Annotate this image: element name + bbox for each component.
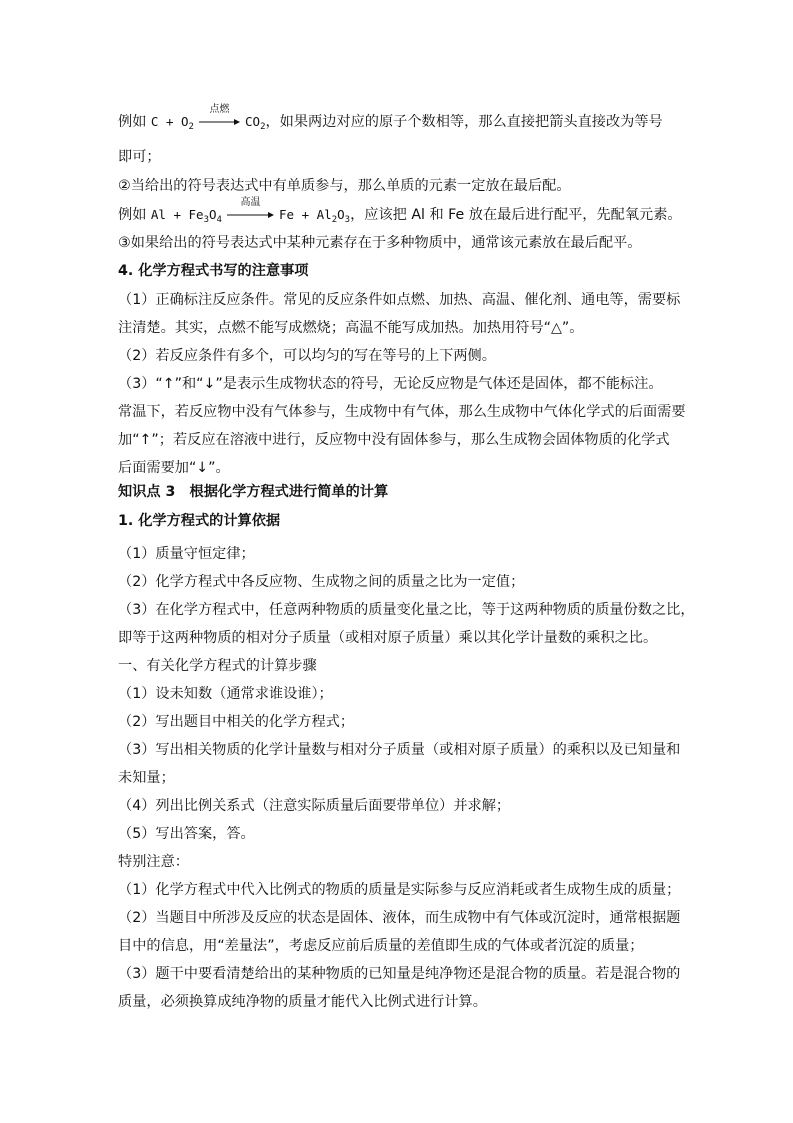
basis-item-3-line-1: （3）在化学方程式中，任意两种物质的质量变化量之比，等于这两种物质的质量份数之比，: [118, 602, 695, 618]
special-note-2-line-2: 目中的信息，用“差量法”，考虑反应前后质量的差值即生成的气体或者沉淀的质量；: [118, 938, 644, 954]
example-1-lead: 例如: [118, 114, 147, 130]
note-4-1-line-1: （1）正确标注反应条件。常见的反应条件如点燃、加热、高温、催化剂、通电等，需要标: [118, 292, 681, 308]
calc-steps-heading: 一、有关化学方程式的计算步骤: [118, 658, 317, 674]
note-4-3-line-4: 后面需要加“↓”。: [118, 460, 230, 476]
special-note-3-line-2: 质量，必须换算成纯净物的质量才能代入比例式进行计算。: [118, 994, 487, 1010]
knowledge-point-3-title: 知识点 3 根据化学方程式进行简单的计算: [118, 484, 389, 500]
note-4-3-line-1: （3）“↑”和“↓”是表示生成物状态的符号，无论反应物是气体还是固体，都不能标注。: [118, 376, 663, 392]
equation-1-products: $CO_2$: [245, 114, 266, 132]
example-1-continuation: 即可；: [118, 149, 161, 165]
special-note-3-line-1: （3）题干中要看清楚给出的某种物质的已知量是纯净物还是混合物的质量。若是混合物的: [118, 966, 681, 982]
basis-item-2: （2）化学方程式中各反应物、生成物之间的质量之比为一定值；: [118, 574, 525, 590]
basis-item-1: （1）质量守恒定律；: [118, 546, 255, 562]
reaction-condition-2: 高温: [240, 197, 261, 208]
note-4-3-line-2: 常温下，若反应物中没有气体参与，生成物中有气体，那么生成物中气体化学式的后面需要: [118, 404, 686, 420]
step-4: （4）列出比例关系式（注意实际质量后面要带单位）并求解；: [118, 798, 511, 814]
note-4-2: （2）若反应条件有多个，可以均匀的写在等号的上下两侧。: [118, 348, 496, 364]
example-2-text: ，应该把 Al 和 Fe 放在最后进行配平，先配氧元素。: [350, 207, 682, 223]
section-4-heading: 4. 化学方程式书写的注意事项: [118, 263, 309, 279]
note-4-1-line-2: 注清楚。其实，点燃不能写成燃烧；高温不能写成加热。加热用符号“△”。: [118, 320, 584, 336]
rule-3: ③如果给出的符号表达式中某种元素存在于多种物质中，通常该元素放在最后配平。: [118, 235, 642, 251]
example-2-line: [118, 197, 682, 225]
step-3-line-2: 未知量；: [118, 770, 175, 786]
arrow-icon: [198, 118, 240, 126]
arrow-icon: [226, 211, 274, 219]
note-4-3-line-3: 加“↑”；若反应在溶液中进行，反应物中没有固体参与，那么生成物会固体物质的化学式: [118, 432, 670, 448]
reaction-arrow-2: [226, 197, 274, 219]
special-note-2-line-1: （2）当题目中所涉及反应的状态是固体、液体，而生成物中有气体或沉淀时，通常根据题: [118, 910, 681, 926]
special-notes-heading: 特别注意：: [118, 854, 189, 870]
rule-2: ②当给出的符号表达式中有单质参与，那么单质的元素一定放在最后配。: [118, 178, 571, 194]
equation-2-products: $Fe + Al_2O_3$: [279, 207, 351, 225]
example-1-text: ，如果两边对应的原子个数相等，那么直接把箭头直接改为等号: [265, 114, 663, 130]
equation-2-reactants: $Al + Fe_3O_4$: [150, 207, 222, 225]
step-3-line-1: （3）写出相关物质的化学计量数与相对分子质量（或相对原子质量）的乘积以及已知量和: [118, 742, 681, 758]
example-2-lead: 例如: [118, 207, 147, 223]
reaction-condition-1: 点燃: [209, 104, 230, 115]
step-2: （2）写出题目中相关的化学方程式；: [118, 714, 355, 730]
step-1: （1）设未知数（通常求谁设谁）；: [118, 686, 333, 702]
special-note-1: （1）化学方程式中代入比例式的物质的质量是实际参与反应消耗或者生成物生成的质量；: [118, 882, 681, 898]
equation-1-reactants: $C + O_2$: [150, 114, 194, 132]
basis-item-3-line-2: 即等于这两种物质的相对分子质量（或相对原子质量）乘以其化学计量数的乘积之比。: [118, 630, 658, 646]
calc-basis-heading: 1. 化学方程式的计算依据: [118, 513, 281, 529]
step-5: （5）写出答案，答。: [118, 826, 255, 842]
reaction-arrow-1: [198, 104, 240, 126]
example-1-line: [118, 104, 663, 132]
